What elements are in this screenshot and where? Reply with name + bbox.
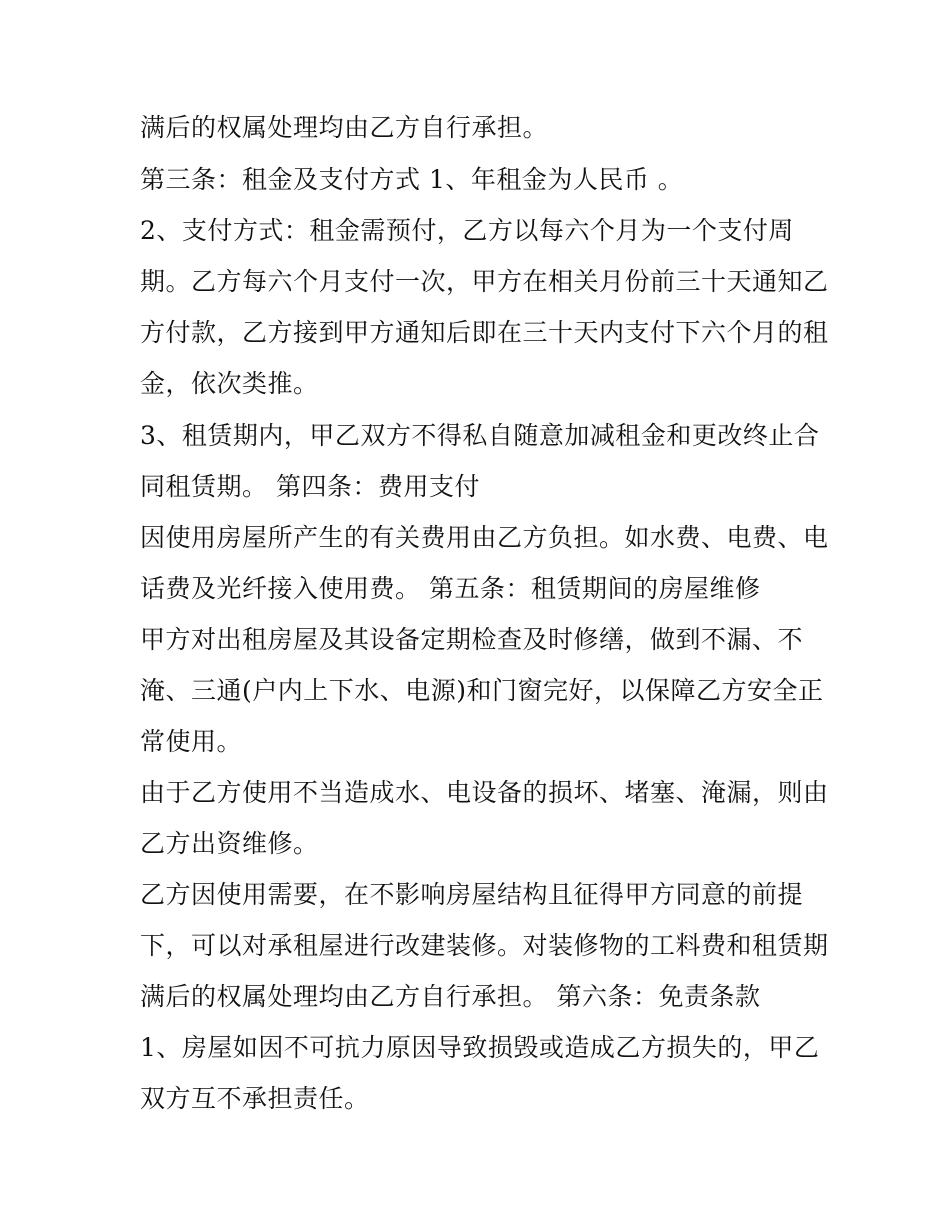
- text-line: 期。乙方每六个月支付一次，甲方在相关月份前三十天通知乙: [140, 267, 829, 296]
- text-line: 常使用。: [140, 727, 243, 756]
- text-line: 下，可以对承租屋进行改建装修。对装修物的工料费和租赁期: [140, 931, 829, 960]
- text-line: 2、支付方式：租金需预付，乙方以每六个月为一个支付周: [140, 216, 794, 245]
- text-line: 方付款，乙方接到甲方通知后即在三十天内支付下六个月的租: [140, 318, 829, 347]
- text-line: 第三条：租金及支付方式 1、年租金为人民币 。: [140, 165, 684, 194]
- text-line: 由于乙方使用不当造成水、电设备的损坏、堵塞、淹漏，则由: [140, 778, 829, 807]
- text-line: 金，依次类推。: [140, 369, 319, 398]
- text-line: 乙方出资维修。: [140, 829, 319, 858]
- text-line: 3、租赁期内，甲乙双方不得私自随意加减租金和更改终止合: [140, 421, 820, 450]
- text-line: 满后的权属处理均由乙方自行承担。: [140, 113, 549, 142]
- text-line: 话费及光纤接入使用费。 第五条：租赁期间的房屋维修: [140, 574, 761, 603]
- text-line: 同租赁期。 第四条：费用支付: [140, 472, 480, 501]
- text-line: 因使用房屋所产生的有关费用由乙方负担。如水费、电费、电: [140, 523, 829, 552]
- text-line: 1、房屋如因不可抗力原因导致损毁或造成乙方损失的，甲乙: [140, 1033, 820, 1062]
- text-line: 乙方因使用需要，在不影响房屋结构且征得甲方同意的前提: [140, 880, 804, 909]
- text-line: 双方互不承担责任。: [140, 1084, 370, 1113]
- text-line: 淹、三通(户内上下水、电源)和门窗完好，以保障乙方安全正: [140, 676, 824, 705]
- text-line: 甲方对出租房屋及其设备定期检查及时修缮，做到不漏、不: [140, 625, 804, 654]
- text-line: 满后的权属处理均由乙方自行承担。 第六条：免责条款: [140, 982, 761, 1011]
